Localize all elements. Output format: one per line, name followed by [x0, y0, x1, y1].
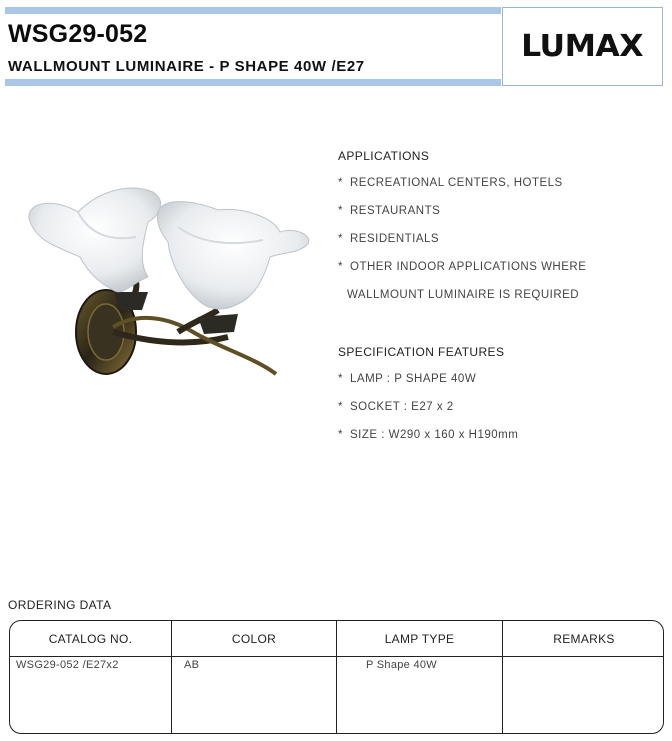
applications-title: APPLICATIONS [338, 149, 430, 163]
applications-item-continuation: WALLMOUNT LUMINAIRE IS REQUIRED [347, 289, 580, 301]
spec-item: * SIZE : W290 x 160 x H190mm [338, 429, 519, 441]
ordering-table [9, 620, 664, 734]
bullet-marker: * [338, 177, 343, 189]
column-divider [171, 621, 172, 733]
column-divider [336, 621, 337, 733]
bullet-marker: * [338, 401, 343, 413]
cell-catalog: WSG29-052 /E27x2 [16, 659, 119, 671]
applications-item: * RECREATIONAL CENTERS, HOTELS [338, 177, 563, 189]
model-number: WSG29-052 [8, 20, 148, 48]
title-band [5, 7, 501, 86]
cell-lamp-type: P Shape 40W [366, 659, 437, 671]
ordering-title: ORDERING DATA [8, 598, 112, 612]
product-subtitle: WALLMOUNT LUMINAIRE - P SHAPE 40W /E27 [8, 58, 365, 75]
wall-lamp-image [18, 182, 318, 382]
col-header-catalog: CATALOG NO. [48, 631, 133, 646]
applications-item: * RESTAURANTS [338, 205, 441, 217]
cell-color: AB [184, 659, 200, 671]
brand-logo: LUMAX [521, 29, 644, 64]
bullet-marker: * [338, 233, 343, 245]
applications-item: * RESIDENTIALS [338, 233, 440, 245]
bullet-marker: * [338, 373, 343, 385]
col-header-lamp-type: LAMP TYPE [384, 631, 455, 646]
specification-title: SPECIFICATION FEATURES [338, 345, 505, 359]
brand-logo-box [502, 7, 663, 86]
bullet-marker: * [338, 429, 343, 441]
column-divider [502, 621, 503, 733]
spec-item: * SOCKET : E27 x 2 [338, 401, 454, 413]
bullet-marker: * [338, 205, 343, 217]
bullet-marker: * [338, 261, 343, 273]
spec-item: * LAMP : P SHAPE 40W [338, 373, 477, 385]
col-header-remarks: REMARKS [553, 631, 615, 646]
col-header-color: COLOR [231, 631, 277, 646]
header [5, 7, 663, 86]
applications-item: * OTHER INDOOR APPLICATIONS WHERE [338, 261, 587, 273]
